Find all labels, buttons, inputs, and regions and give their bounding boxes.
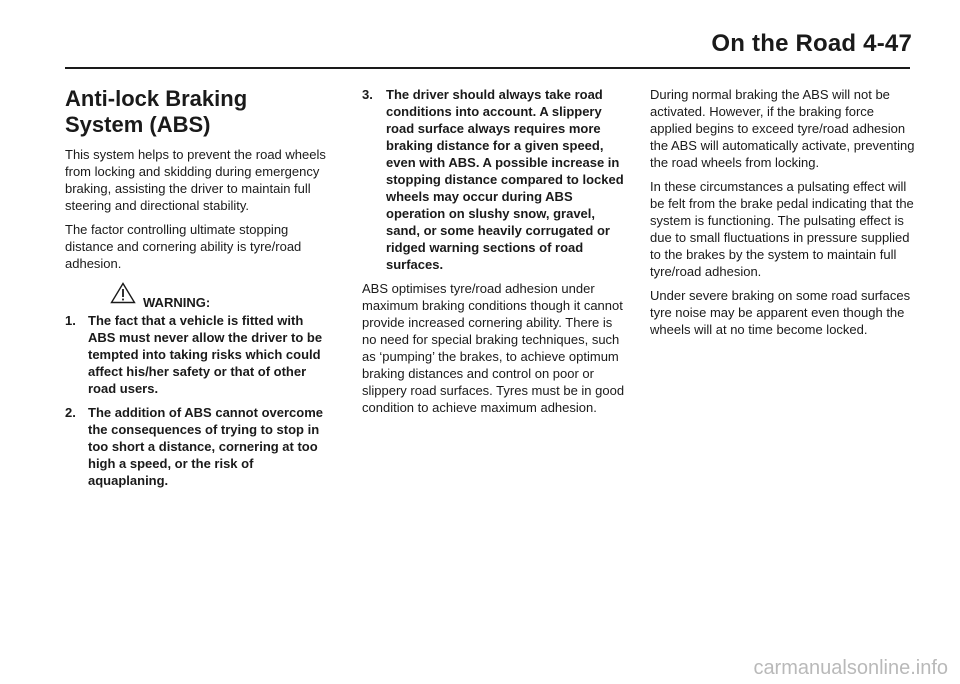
warning-item <box>65 312 333 397</box>
warning-heading <box>65 282 333 312</box>
column-2 <box>362 86 630 423</box>
warning-item-number: 2. <box>65 405 76 420</box>
watermark: carmanualsonline.info <box>753 657 948 679</box>
page-header-title: On the Road 4-47 <box>711 30 912 57</box>
column-1 <box>65 86 333 496</box>
intro-paragraph: This system helps to prevent the road wheels from locking and skidding during emergency braking, assisting the driver to maintain full steering and directional stability. <box>65 147 326 213</box>
normal-braking-paragraph: During normal braking the ABS will not be activated. However, if the braking force applied begins to exceed tyre/road adhesion the ABS will automatically activate, preventing the road wheels from locking. <box>650 87 915 170</box>
column-3 <box>650 86 915 345</box>
warning-item-text: The driver should always take road conditions into account. A slippery road surface always requires more braking distance for a given speed, even with ABS. A possible increase in stopping distance compared to locked wheels may occur during ABS operation on slushy snow, gravel, sand, or some heavily corrugated or ridged warning sections of road surfaces. <box>386 87 624 272</box>
section-title-line-1: Anti-lock Braking <box>65 86 248 111</box>
warning-triangle-icon <box>110 282 136 304</box>
section-title <box>65 86 333 138</box>
tyre-noise-paragraph: Under severe braking on some road surfaces tyre noise may be apparent even though the wheels will at no time become locked. <box>650 288 911 337</box>
warning-label: WARNING: <box>143 295 211 310</box>
pulsating-effect-paragraph: In these circumstances a pulsating effect will be felt from the brake pedal indicating that the system is functioning. The pulsating effect is due to small fluctuations in pressure supplied to the brakes by the system to maintain full tyre/road adhesion. <box>650 179 914 279</box>
warning-item-number: 3. <box>362 87 373 102</box>
warning-item <box>65 404 333 489</box>
warning-item <box>362 86 630 273</box>
header-rule <box>65 67 910 69</box>
section-title-line-2: System (ABS) <box>65 112 211 137</box>
abs-optimisation-paragraph: ABS optimises tyre/road adhesion under maximum braking conditions though it cannot provide increased cornering ability. There is no need for special braking techniques, such as ‘pumping’ the brakes, to achieve optimum braking distances and control on poor or slippery road surfaces. Tyres must be in good condition to achieve maximum adhesion. <box>362 281 625 415</box>
warning-item-number: 1. <box>65 313 76 328</box>
warning-item-text: The addition of ABS cannot overcome the consequences of trying to stop in too short a distance, cornering at too high a speed, or the risk of aquaplaning. <box>88 405 323 488</box>
warning-item-text: The fact that a vehicle is fitted with ABS must never allow the driver to be tempted into taking risks which could affect his/her safety or that of other road users. <box>88 313 323 396</box>
adhesion-paragraph: The factor controlling ultimate stopping distance and cornering ability is tyre/road adhesion. <box>65 222 302 271</box>
